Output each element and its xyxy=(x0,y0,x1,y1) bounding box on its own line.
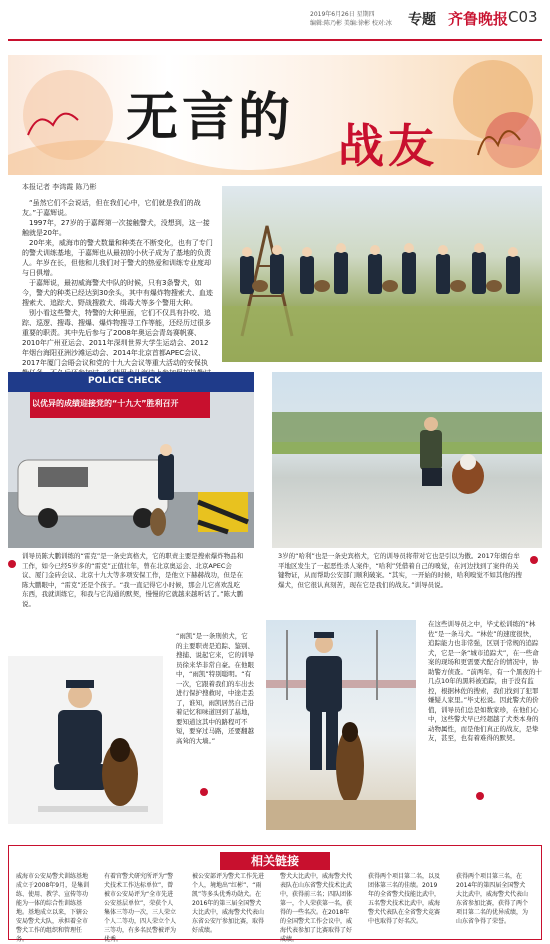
officer-shepherd-photo xyxy=(8,656,163,824)
caption-officer-shepherd: “雨凯”是一条刑侦犬，它的主要职责是追踪、鉴别、搜捕、说起它来，它的训导员徐来华非常自豪。在他眼中，“雨凯”特别聪明。“有一次，它跟着我们的车出去进行保护搜救时，中途走丢了，谁知，雨凯居然自己沿着记忆和味道回到了基地，要知道这其中的路程可不短，要穿过马路，还要翻越高耸的大墙。” xyxy=(176,632,254,745)
banner-title-black: 无言的 xyxy=(126,87,295,148)
walking-shepherd-drawing xyxy=(266,620,416,830)
links-column: 威海市公安局警犬训练基地成立于2008年9月，是集训练、使用、教学、宣传等功能为一体的综合性训练基地。基地成立以来，下辖公安局警犬大队，承担着全市警犬工作的组织和管理任务。 xyxy=(16,873,90,943)
caption-marker xyxy=(476,792,484,800)
paragraph: 别小看这些警犬，特警的大种里面，它们不仅具有扑咬、追踪、巡逻、搜毒、搜爆、爆炸物搜寻工作等能，还经历过很多重要的职责。其中先后参与了2008年奥运会青岛赛帆赛、2010年广州亚运会、2011年深圳世界大学生运动会、2012年烟台海阳亚洲沙滩运动会、2014年北京首都APEC会议、2017年厦门会晤会议和党的十九大会议等重大活动的安保执 xyxy=(22,309,211,367)
links-column: 获得两个项目第三名，在2014年的第四届全国警犬大比武中，威海警犬代表山东省参加比赛，获得了两个项目第二名的优异成绩，为山东省争得了荣誉。 xyxy=(456,873,529,925)
article-body xyxy=(22,198,214,368)
springer-photo xyxy=(272,372,542,548)
caption-springer: 3岁的“哈利”也是一条史宾格犬，它的训导员将带对它也是引以为傲。2017年烟台牟平地区发生了一起恶性杀人案件，“哈利”凭借着自己的嗅觉，在河边找到了案件的关键物证，从而帮助公安部门顺利破案。“其实，一开始的时候，哈利嗅觉不如其他的搜爆犬，但它很认真刻苦，现在它是我们的战友。”训导员说。 xyxy=(278,552,522,589)
links-column: 获得两个项目第二名，以及团体第三名的佳绩。2019年的全省警犬技能比武中，五名警犬技术比武中，威海警犬代表队在全省警犬竞赛中也取得了好名次。 xyxy=(368,873,441,925)
links-column: 有着官警犬研究所评为“警犬技术工作达标单位”，曾被市公安局评为“全市先进公安基层单位”，荣获个人集体三等功一次，三人荣立个人二等功，四人荣立个人三等功，有多名民警被评为优秀。 xyxy=(104,873,177,943)
paragraph: 1997年，27岁的于嘉辉第一次接触警犬，没想到，这一接触就是20年。 xyxy=(22,219,210,237)
paragraph: 20年来，威海市的警犬数量和种类在不断变化，也有了专门的警犬训练基地，于嘉辉也从最初的小伙子成为了基地的负责人。年岁在长，但他和儿我们对于警犬的热爱和训练专业度却与日俱增。 xyxy=(22,239,213,277)
caption-marker xyxy=(200,788,208,796)
page-number: C03 xyxy=(508,8,538,26)
byline: 本报记者 李鸿霞 陈乃彬 xyxy=(22,183,97,191)
header-date: 2019年6月26日 星期四 xyxy=(310,11,375,18)
related-links-title: 相关链接 xyxy=(220,852,330,870)
paragraph: 于嘉辉说，最初威海警犬中队的时候，只有3条警犬，如今，警犬的种类已经达到30余头，其中有爆炸物搜索犬、血迹搜索犬、追踪犬、野战搜救犬、缉毒犬等多个警用大种。 xyxy=(22,279,213,307)
walking-shepherd-photo xyxy=(266,620,416,830)
caption-checkpoint: 训导员陈大鹏训练的“雷克”是一条史宾格犬，它的职责主要是搜索爆炸物品和工作，如今已经5岁多的“雷克”正值壮年，曾在北京奥运会、北京APEC会议、厦门金砖会议、北京十九大等多项安保工作，是他立下赫赫战功，但是在陈大鹏眼中，“雷克”还是个孩子。“我一直记得它小时候，那会儿它喜欢乱吃东西，我就训练它，和我与它沟通的默契，慢慢的它就越来越听话了。”陈大鹏说。 xyxy=(22,552,244,608)
caption-marker xyxy=(530,556,538,564)
springer-photo-drawing xyxy=(272,372,542,548)
police-check-sign: POLICE CHECK xyxy=(88,376,162,386)
checkpoint-photo xyxy=(8,372,254,548)
group-photo xyxy=(222,186,542,362)
header-editor: 编辑:陈乃彬 美编:徐彬 校对:冰 xyxy=(310,20,392,27)
caption-walking-shepherd: 在这些训导员之中，毕丈松训练的“林佐”是一条马犬。“林佐”的速度很快，追踪能力也非常强，区别于常规的追踪犬，它是一条“城市追踪犬”，在一些命案的现场和更需要犬配合的情况中，协助警方侦查。“前两年，有一个黑夜的十几点10年的黑料被追踪，由于没有监控，根据林佐的搜索，我们找到了犯罪嫌疑人家里。”毕丈松说。因此警犬的价值，训导员们总是如数家珍，在他们心中，这些警犬早已经超越了犬类本身的动物属性，而是他们真正的战友，是挚友，甚至，也有着难得的默契。 xyxy=(428,620,542,742)
links-column: 警犬大比武中，威海警犬代表队在山东省警犬技术比武中，获得前三名；四队团体第一，个人荣获第一名，获得的一些名次。在2018年的全国警犬工作会议中，威海代表参加了比赛取得了好成绩。 xyxy=(280,873,353,943)
links-column: 被公安部评为警犬工作先进个人，境地出“红彬”、“雨凯”等多头优秀功勋犬。在2016年的第三届全国警犬大比武中，威海警犬代表山东省公安厅参加比赛，取得好成绩。 xyxy=(192,873,265,934)
newspaper-logo: 齐鲁晚报 xyxy=(448,10,509,28)
slogan-banner: 以优异的成绩迎接党的“十九大”胜利召开 xyxy=(32,399,179,408)
paragraph: “虽然它们不会说话，但在我们心中，它们就是我们的战友。”于嘉辉说。 xyxy=(22,199,201,217)
header-section: 专题 xyxy=(408,12,436,28)
header-rule xyxy=(8,39,542,41)
officer-shepherd-drawing xyxy=(8,656,163,824)
banner-title-red: 战友 xyxy=(338,119,438,173)
header-meta xyxy=(310,10,392,28)
caption-marker xyxy=(8,560,16,568)
group-photo-drawing xyxy=(222,186,542,362)
banner xyxy=(8,55,542,175)
